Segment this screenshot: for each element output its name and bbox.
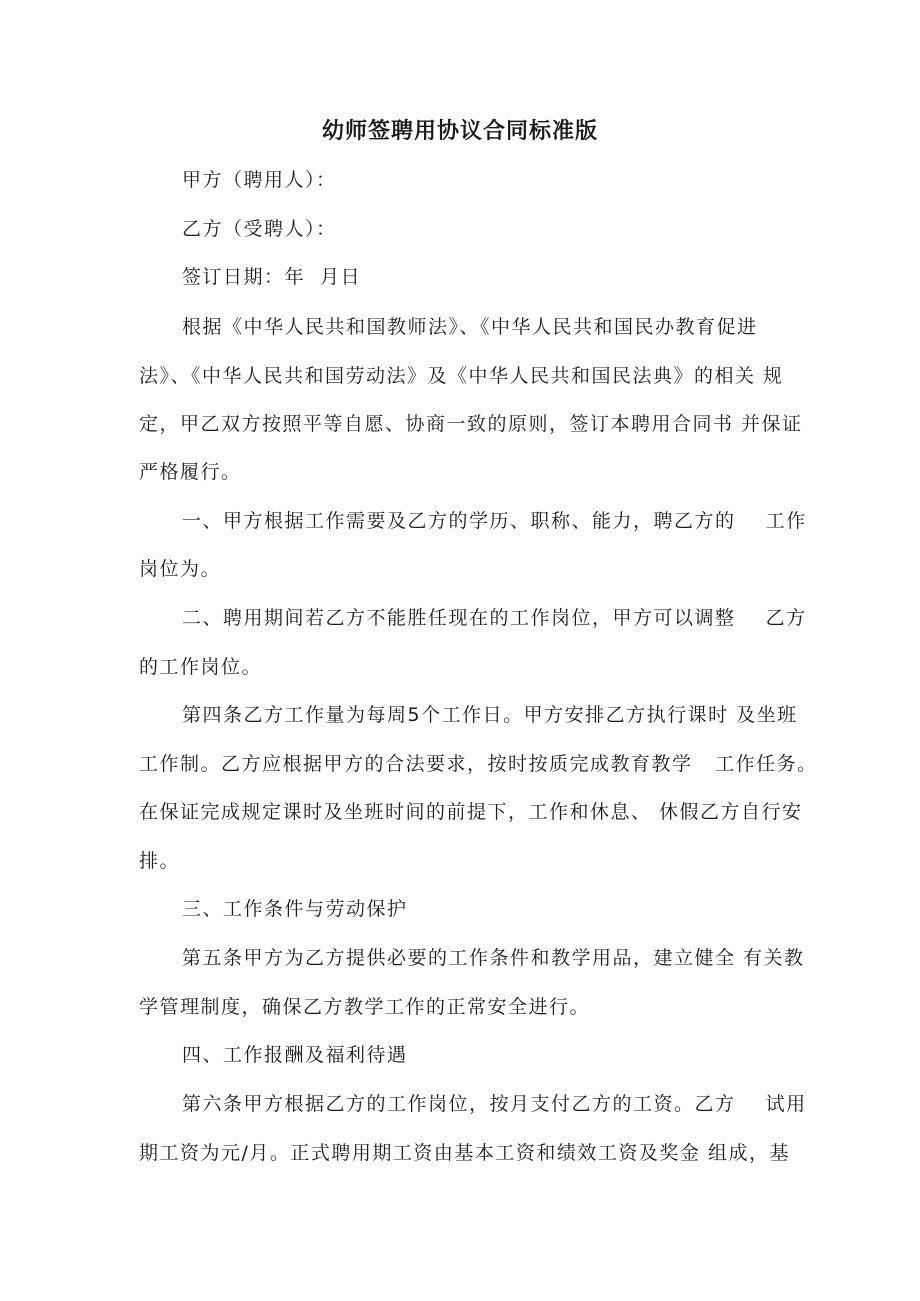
paragraph-line: 严格履行。 [139,461,242,483]
paragraph-line: 工作制。乙方应根据甲方的合法要求，按时按质完成教育教学 工作任务。 [139,753,818,775]
paragraph-line: 第六条甲方根据乙方的工作岗位，按月支付乙方的工资。乙方 试用 [182,1093,807,1115]
section-heading: 三、工作条件与劳动保护 [182,898,408,920]
paragraph-line: 学管理制度，确保乙方教学工作的正常安全进行。 [139,996,591,1018]
section-heading: 四、工作报酬及福利待遇 [182,1044,408,1066]
party-a-line: 甲方（聘用人）： [182,169,337,191]
paragraph-line: 在保证完成规定课时及坐班时间的前提下，工作和休息、 休假乙方自行安 [139,801,803,823]
paragraph-line: 第五条甲方为乙方提供必要的工作条件和教学用品，建立健全 有关教 [182,947,805,969]
sign-date-line: 签订日期：年 月日 [182,266,362,288]
paragraph-line: 根据《中华人民共和国教师法》、《中华人民共和国民办教育促进 [182,316,758,338]
paragraph-line: 二、聘用期间若乙方不能胜任现在的工作岗位，甲方可以调整 乙方 [182,607,807,629]
paragraph-line: 岗位为。 [139,558,222,580]
paragraph-line: 的工作岗位。 [139,656,263,678]
paragraph-line: 期工资为元/月。正式聘用期工资由基本工资和绩效工资及奖金 组成，基 [139,1142,790,1164]
paragraph-line: 排。 [139,850,181,872]
paragraph-line: 法》、《中华人民共和国劳动法》及《中华人民共和国民法典》的相关 规 [139,365,784,387]
document-title: 幼师签聘用协议合同标准版 [321,119,598,144]
paragraph-line: 一、甲方根据工作需要及乙方的学历、职称、能力，聘乙方的 工作 [182,510,807,532]
party-b-line: 乙方（受聘人）： [182,218,337,240]
paragraph-line: 第四条乙方工作量为每周5个工作日。甲方安排乙方执行课时 及坐班 [182,704,798,726]
paragraph-line: 定，甲乙双方按照平等自愿、协商一致的原则，签订本聘用合同书 并保证 [139,413,803,435]
